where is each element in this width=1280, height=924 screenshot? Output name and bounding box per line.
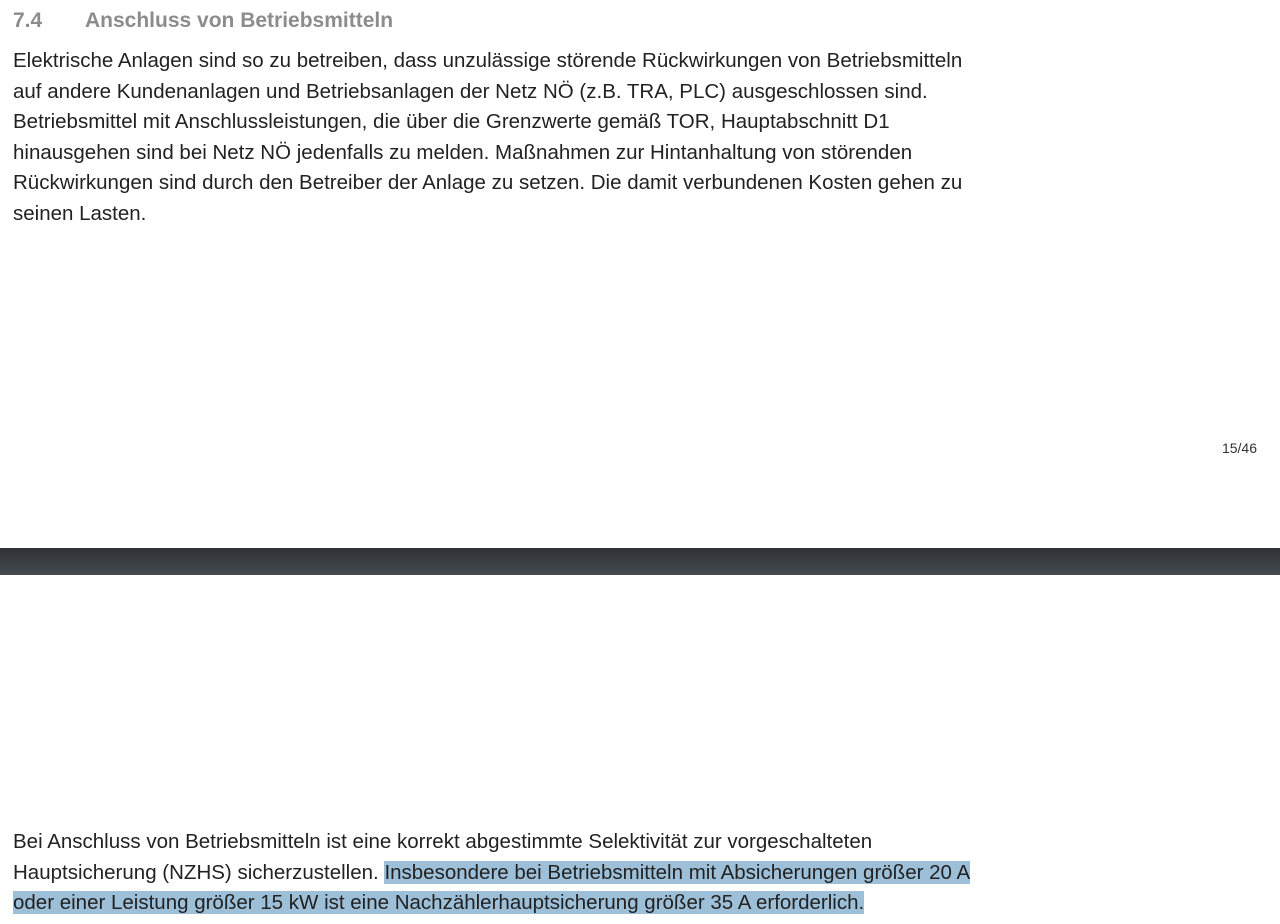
paragraph-line[interactable]: auf andere Kundenanlagen und Betriebsanlagen der Netz NÖ (z.B. TRA, PLC) ausgeschlossen sind.	[13, 79, 928, 103]
paragraph-line[interactable]: Rückwirkungen sind durch den Betreiber der Anlage zu setzen. Die damit verbundenen Kosten gehen zu	[13, 171, 963, 194]
paragraph-line[interactable]: hinausgehen sind bei Netz NÖ jedenfalls zu melden. Maßnahmen zur Hintanhaltung von störenden	[13, 140, 913, 164]
page-separator	[0, 548, 1280, 575]
paragraph-line[interactable]	[13, 858, 1043, 889]
paragraph-line[interactable]: seinen Lasten.	[13, 201, 147, 225]
section-number: 7.4	[13, 9, 43, 32]
page-number: 15/46	[1221, 440, 1257, 456]
section-title: Anschluss von Betriebsmitteln	[85, 9, 394, 32]
paragraph-text[interactable]: Hauptsicherung (NZHS) sicherzustellen.	[13, 860, 385, 884]
selectivity-paragraph[interactable]	[13, 827, 1043, 919]
document-page-16	[0, 575, 1280, 924]
paragraph-line[interactable]: Bei Anschluss von Betriebsmitteln ist eine korrekt abgestimmte Selektivität zur vorgeschalteten	[13, 830, 873, 853]
highlighted-text[interactable]: oder einer Leistung größer 15 kW ist eine Nachzählerhauptsicherung größer 35 A erforderlich.	[13, 891, 865, 914]
highlighted-text[interactable]: Insbesondere bei Betriebsmitteln mit Absicherungen größer 20 A	[384, 860, 971, 884]
paragraph-line[interactable]	[13, 888, 1043, 919]
section-paragraph[interactable]	[13, 46, 1043, 229]
paragraph-line[interactable]: Elektrische Anlagen sind so zu betreiben, dass unzulässige störende Rückwirkungen von Betriebsmitteln	[13, 49, 963, 72]
section-heading	[13, 8, 393, 34]
paragraph-line[interactable]: Betriebsmittel mit Anschlussleistungen, die über die Grenzwerte gemäß TOR, Hauptabschnitt D1	[13, 110, 890, 133]
